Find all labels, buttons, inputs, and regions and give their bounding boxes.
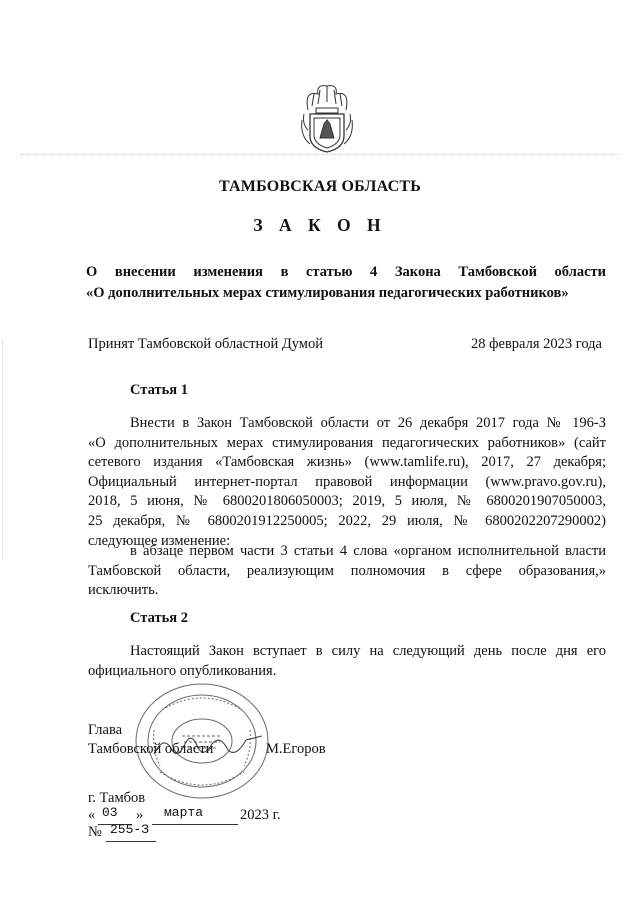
text-line: 2018, 5 июня, № 6800201806050003; 2019, 5 июля, № 6800201907050003, (88, 493, 606, 510)
header-divider (20, 154, 620, 155)
law-number (88, 824, 208, 844)
text-line: Официальный интернет-портал правовой информации (www.pravo.gov.ru), (88, 473, 606, 490)
signatory-name: М.Егоров (266, 741, 326, 757)
date-year: 2023 г. (240, 807, 281, 823)
article-1-paragraph-2 (88, 542, 606, 601)
adoption-date: 28 февраля 2023 года (470, 336, 602, 352)
text-line: официального опубликования. (88, 662, 277, 679)
law-subject (86, 262, 606, 304)
adopted-by: Принят Тамбовской областной Думой (88, 336, 323, 352)
document-type-heading: З А К О Н (253, 215, 387, 235)
text-line: исключить. (88, 582, 159, 599)
text-line: Настоящий Закон вступает в силу на следующий день после дня его (130, 643, 606, 659)
text-line: 25 декабря, № 6800201912250005; 2022, 29 июля, № 6800202207290002) (88, 512, 606, 529)
text-line: следующее изменение: (88, 532, 231, 549)
date-month: марта (164, 805, 204, 820)
region-heading: ТАМБОВСКАЯ ОБЛАСТЬ (218, 178, 422, 195)
date-day: 03 (102, 805, 118, 820)
signature-title: Глава (88, 722, 123, 738)
text-line: Внести в Закон Тамбовской области от 26 декабря 2017 года № 196-З (130, 415, 606, 431)
text-line: в абзаце первом части 3 статьи 4 слова «органом исполнительной власти (130, 543, 606, 559)
text-line: сетевого издания «Тамбовская жизнь» (www.tamlife.ru), 2017, 27 декабря; (88, 454, 606, 471)
city: г. Тамбов (88, 790, 146, 806)
number-underline (106, 841, 156, 842)
quote-close: » (136, 807, 144, 823)
article-1-paragraph-1 (88, 414, 606, 551)
article-2-paragraph (88, 642, 606, 681)
scan-edge-marks (2, 340, 6, 560)
subject-line: О внесении изменения в статью 4 Закона Тамбовской области (86, 264, 606, 280)
number-symbol: № (88, 824, 102, 840)
text-line: Тамбовской области, реализующим полномочия в сфере образования,» (88, 562, 606, 579)
article-2-heading: Статья 2 (130, 610, 188, 626)
article-1-heading: Статья 1 (130, 382, 188, 398)
quote-open: « (88, 807, 96, 823)
law-number-value: 255-З (110, 822, 150, 837)
subject-line: «О дополнительных мерах стимулирования педагогических работников» (86, 285, 569, 301)
coat-of-arms-icon (298, 80, 356, 154)
signature-region: Тамбовской области (88, 741, 214, 757)
text-line: «О дополнительных мерах стимулирования педагогических работников» (сайт (88, 434, 606, 451)
